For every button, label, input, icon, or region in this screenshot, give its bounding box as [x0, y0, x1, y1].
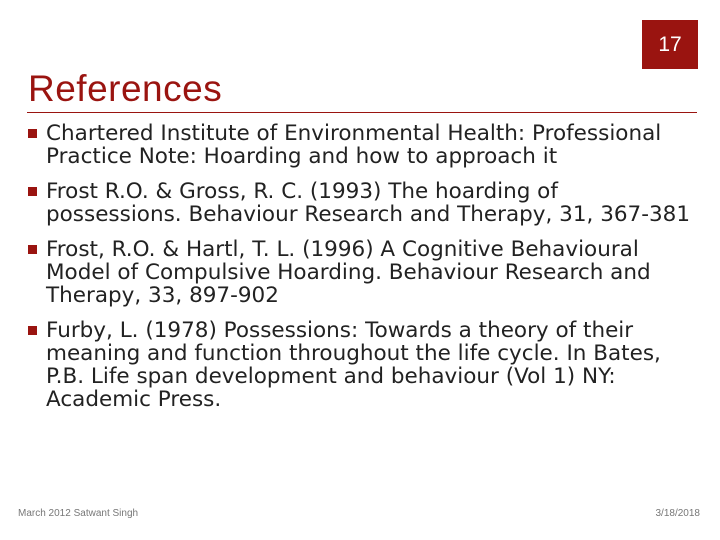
footer-author: March 2012 Satwant Singh	[18, 508, 139, 519]
reference-text: Chartered Institute of Environmental Health: Professional Practice Note: Hoarding and how to approach it	[46, 121, 662, 169]
reference-text: Frost R.O. & Gross, R. C. (1993) The hoarding of possessions. Behaviour Research and Therapy, 31, 367-381	[46, 179, 691, 227]
square-bullet-icon	[28, 245, 37, 254]
reference-item	[28, 238, 696, 307]
square-bullet-icon	[28, 187, 37, 196]
reference-list	[28, 122, 696, 423]
slide-title: References	[28, 68, 223, 109]
square-bullet-icon	[28, 129, 37, 138]
reference-item	[28, 180, 696, 226]
reference-item	[28, 319, 696, 411]
slide-number-badge: 17	[642, 20, 698, 69]
reference-item	[28, 122, 696, 168]
reference-text: Furby, L. (1978) Possessions: Towards a theory of their meaning and function throughout the life cycle. In Bates, P.B. Life span development and behaviour (Vol 1) NY: Academic Press.	[46, 318, 661, 412]
square-bullet-icon	[28, 326, 37, 335]
reference-text: Frost, R.O. & Hartl, T. L. (1996) A Cognitive Behavioural Model of Compulsive Hoarding. Behaviour Research and Therapy, 33, 897-902	[46, 237, 651, 308]
title-divider	[27, 112, 697, 113]
footer-date: 3/18/2018	[655, 508, 700, 519]
